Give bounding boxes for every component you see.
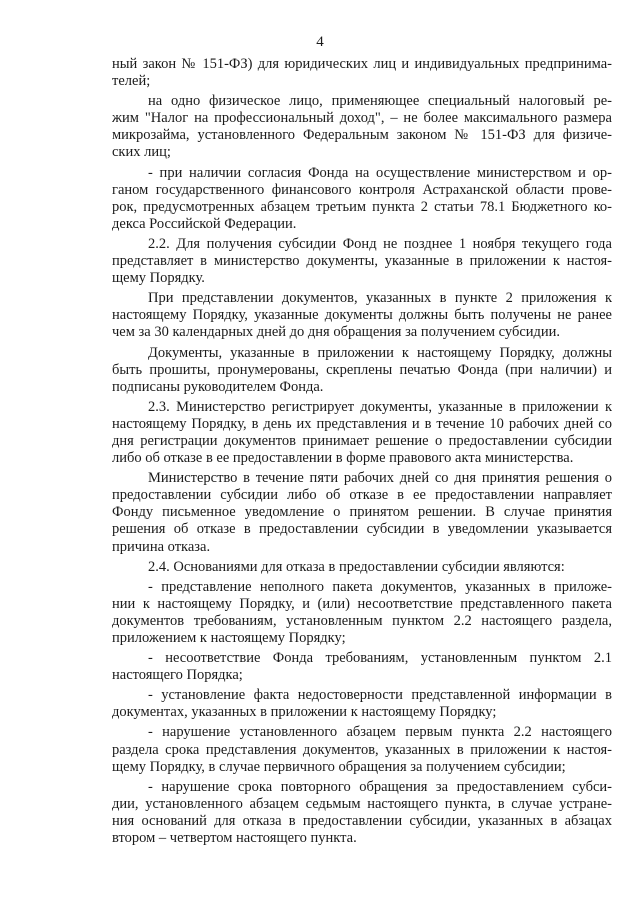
text-line: ный закон № 151-ФЗ) для юридических лиц и индивидуальных предпринима- [112, 56, 612, 72]
paragraph [112, 93, 612, 161]
paragraph [112, 236, 612, 287]
text-line: настоящему Порядку, в день их представления и в течение 10 рабочих дней со [112, 415, 612, 432]
text-line: дня регистрации документов принимает решение о предоставлении субсидии [112, 432, 612, 449]
text-line: телей; [112, 73, 151, 90]
text-line: чем за 30 календарных дней до дня обращения за получением субсидии. [112, 324, 561, 341]
text-line: микрозайма, установленного Федеральным законом № 151-ФЗ для физиче- [112, 127, 612, 144]
paragraph [112, 56, 612, 90]
text-line: приложением к настоящему Порядку; [112, 630, 346, 646]
paragraph [112, 290, 612, 341]
text-line: представляет в министерство документы, указанные в приложении к настоя- [112, 253, 612, 270]
text-line: - несоответствие Фонда требованиям, установленным пунктом 2.1 [148, 650, 612, 667]
text-line: втором – четвертом настоящего пункта. [112, 830, 357, 847]
paragraph [112, 650, 612, 684]
text-line: либо об отказе в ее предоставлении в форме правового акта министерства. [112, 450, 574, 467]
paragraph [112, 470, 612, 555]
text-line: ния оснований для отказа в предоставлении субсидии, указанных в абзацах [112, 812, 612, 829]
paragraph [112, 345, 612, 396]
text-line: настоящему Порядку, указанные документы должны быть получены не ранее [112, 307, 612, 324]
text-line: причина отказа. [112, 538, 211, 555]
text-line: - установление факта недостоверности представленной информации в [148, 687, 612, 704]
text-line: При представлении документов, указанных в пункте 2 приложения к [148, 290, 612, 307]
text-line: жим "Налог на профессиональный доход", – не более максимального размера [112, 110, 612, 127]
text-line: нии к настоящему Порядку, и (или) несоответствие представленного пакета [112, 595, 612, 612]
text-line: настоящего Порядка; [112, 667, 243, 684]
text-line: - представление неполного пакета документов, указанных в приложе- [148, 578, 612, 595]
text-line: предоставлении субсидии либо об отказе в ее предоставлении направляет [112, 487, 612, 504]
text-line: решения об отказе в предоставлении субсидии в уведомлении указывается [112, 521, 612, 538]
paragraph [112, 724, 612, 775]
text-line: дии, установленного абзацем седьмым настоящего пункта, в случае устране- [112, 795, 612, 812]
page-number: 4 [316, 34, 324, 50]
text-line: 2.2. Для получения субсидии Фонд не позднее 1 ноября текущего года [148, 235, 612, 252]
paragraph [112, 559, 612, 576]
paragraph [112, 779, 612, 847]
document-body [112, 56, 612, 847]
paragraph [112, 399, 612, 467]
text-line: рок, предусмотренных абзацем третьим пункта 2 статьи 78.1 Бюджетного ко- [112, 198, 612, 215]
text-line: Документы, указанные в приложении к настоящему Порядку, должны [148, 344, 612, 361]
text-line: раздела срока представления документов, указанных в приложении к настоя- [112, 741, 612, 758]
text-line: - при наличии согласия Фонда на осуществление министерством и ор- [148, 164, 612, 181]
text-line: Фонду письменное уведомление о принятом решении. В случае принятия [112, 504, 612, 521]
text-line: - нарушение установленного абзацем первым пункта 2.2 настоящего [148, 724, 612, 741]
paragraph [112, 687, 612, 721]
text-line: документах, указанных в приложении к настоящему Порядку; [112, 704, 497, 721]
text-line: документов требованиям, установленным пунктом 2.2 настоящего раздела, [112, 612, 612, 629]
text-line: щему Порядку. [112, 270, 205, 287]
text-line: 2.4. Основаниями для отказа в предоставлении субсидии являются: [148, 558, 565, 575]
paragraph [112, 579, 612, 647]
text-line: ганом государственного финансового контроля Астраханской области прове- [112, 181, 612, 198]
text-line: ских лиц; [112, 144, 171, 161]
text-line: щему Порядку, в случае первичного обращения за получением субсидии; [112, 758, 566, 775]
text-line: быть прошиты, пронумерованы, скреплены печатью Фонда (при наличии) и [112, 361, 612, 378]
text-line: подписаны руководителем Фонда. [112, 378, 324, 395]
text-line: - нарушение срока повторного обращения за предоставлением субси- [148, 778, 612, 795]
text-line: декса Российской Федерации. [112, 215, 297, 232]
text-line: на одно физическое лицо, применяющее специальный налоговый ре- [148, 93, 612, 110]
paragraph [112, 165, 612, 233]
text-line: 2.3. Министерство регистрирует документы, указанные в приложении к [148, 398, 612, 415]
text-line: Министерство в течение пяти рабочих дней со дня принятия решения о [148, 470, 612, 487]
